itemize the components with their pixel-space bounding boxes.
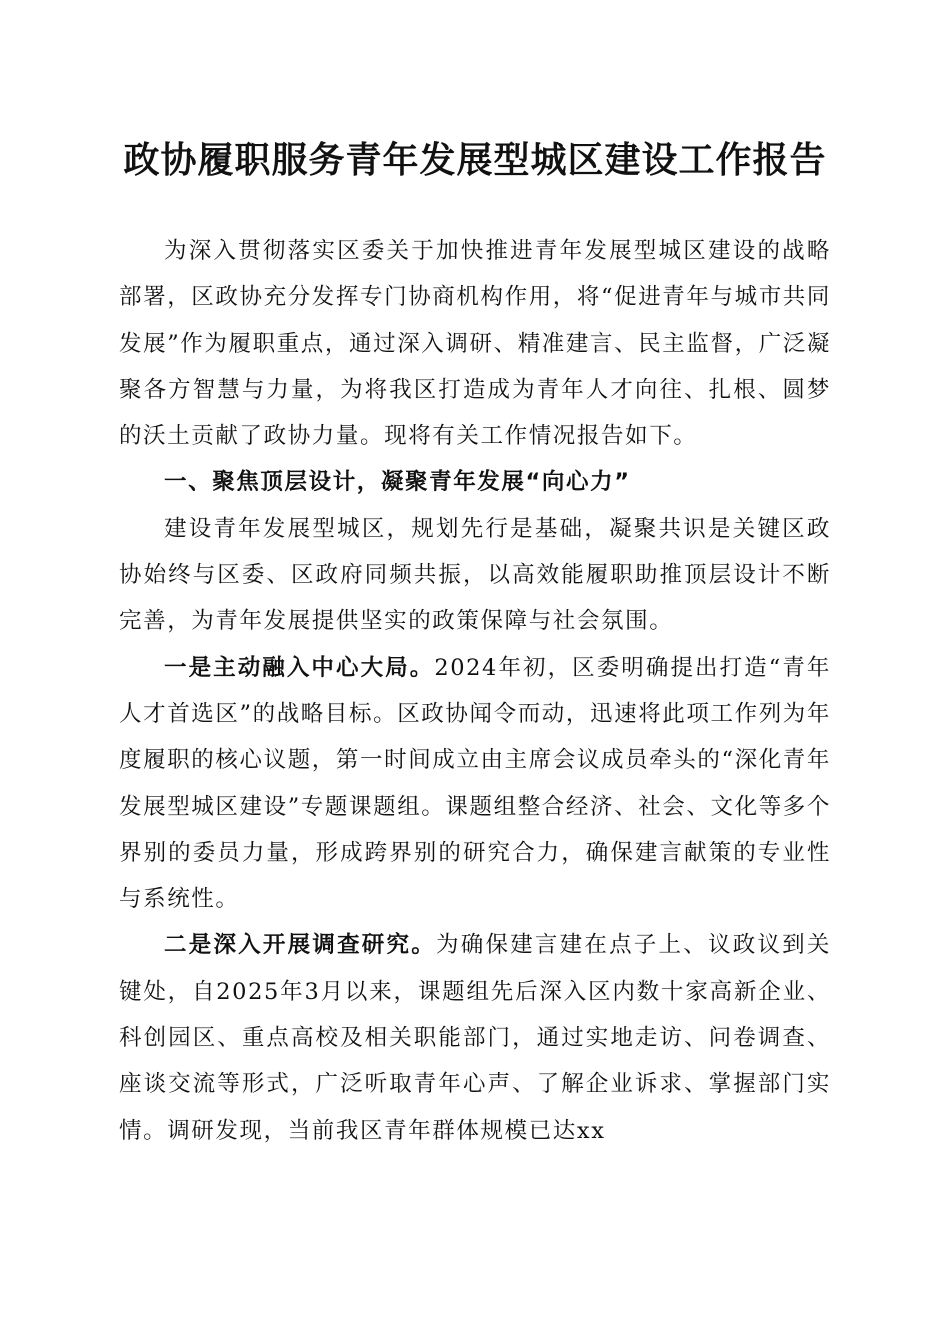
section-heading: 一、聚焦顶层设计，凝聚青年发展“向心力” — [164, 469, 631, 496]
intro-paragraph: 为深入贯彻落实区委关于加快推进青年发展型城区建设的战略部署，区政协充分发挥专门协商机构作用，将“促进青年与城市共同发展”作为履职重点，通过深入调研、精准建言、民主监督，广泛凝聚各方智慧与力量，为将我区打造成为青年人才向往、扎根、圆梦的沃土贡献了政协力量。现将有关工作情况报告如下。 — [119, 238, 832, 450]
point-paragraph-1 — [119, 645, 831, 923]
point-lead-2: 二是深入开展调查研究。 — [164, 932, 436, 959]
point-text-1: 2024年初，区委明确提出打造“青年人才首选区”的战略目标。区政协闻令而动，迅速将此项工作列为年度履职的核心议题，第一时间成立由主席会议成员牵头的“深化青年发展型城区建设”专题课题组。课题组整合经济、社会、文化等多个界别的委员力量，形成跨界别的研究合力，确保建言献策的专业性与系统性。 — [119, 654, 832, 913]
point-lead-1: 一是主动融入中心大局。 — [164, 654, 435, 681]
document-title: 政协履职服务青年发展型城区建设工作报告 — [123, 139, 827, 181]
document-body — [119, 228, 831, 1154]
section-paragraph: 建设青年发展型城区，规划先行是基础，凝聚共识是关键区政协始终与区委、区政府同频共振，以高效能履职助推顶层设计不断完善，为青年发展提供坚实的政策保障与社会氛围。 — [119, 515, 831, 635]
point-paragraph-2 — [119, 922, 831, 1153]
point-text-2: 为确保建言建在点子上、议政议到关键处，自2025年3月以来，课题组先后深入区内数十家高新企业、科创园区、重点高校及相关职能部门，通过实地走访、问卷调查、座谈交流等形式，广泛听取青年心声、了解企业诉求、掌握部门实情。调研发现，当前我区青年群体规模已达xx — [119, 932, 831, 1144]
